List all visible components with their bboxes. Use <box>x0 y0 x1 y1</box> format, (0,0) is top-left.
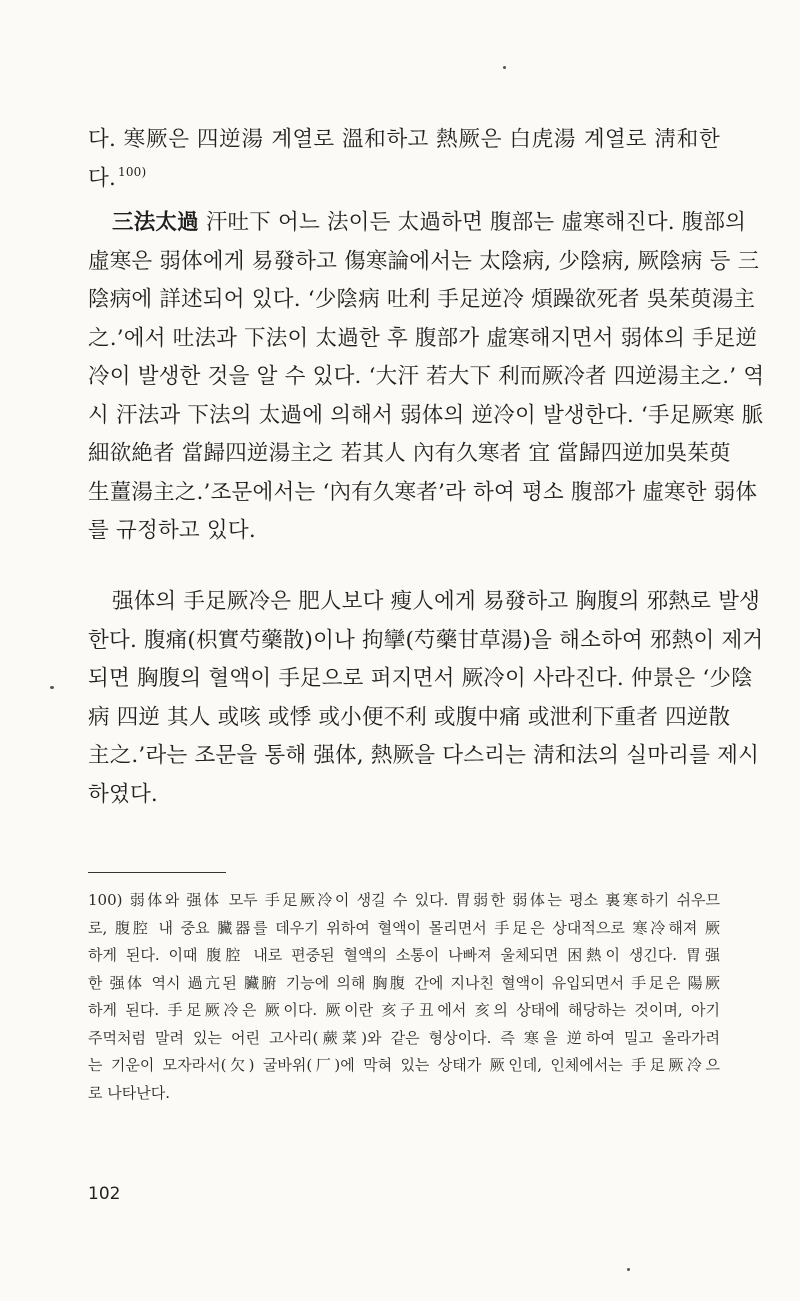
paragraph-2-line-last: 를 규정하고 있다. <box>88 518 256 543</box>
paragraph-2-line: 生薑湯主之.’조문에서는 ‘內有久寒者’라 하여 평소 腹部가 虛寒한 弱体 <box>88 479 758 505</box>
paragraph-2-line: 細欲絶者 當歸四逆湯主之 若其人 內有久寒者 宜 當歸四逆加吳茱萸 <box>88 441 731 466</box>
paragraph-2 <box>88 204 765 551</box>
paragraph-2-line: 冷이 발생한 것을 알 수 있다. ‘大汗 若大下 利而厥冷者 四逆湯主之.’ 역 <box>88 364 765 389</box>
paragraph-2-line: 虛寒은 弱体에게 易發하고 傷寒論에서는 太陰病, 少陰病, 厥陰病 등 三 <box>88 248 760 274</box>
paper-speck <box>627 1268 630 1271</box>
paragraph-1 <box>88 121 720 198</box>
paper-speck <box>50 686 54 689</box>
footnote-line-last: 로 나타난다. <box>88 1083 170 1102</box>
section-heading: 三法太過 <box>112 210 199 235</box>
footnote-line: 하게 된다. 이때 腹腔 내로 편중된 혈액의 소통이 나빠져 울체되면 困熱이 생긴다. 胃强 <box>88 946 720 964</box>
paragraph-3 <box>88 583 764 814</box>
paragraph-2-line-text: 汗吐下 어느 法이든 太過하면 腹部는 虛寒해진다. 腹部의 <box>198 210 747 235</box>
paragraph-2-first-line <box>88 204 747 243</box>
paper-speck <box>503 66 506 69</box>
footnote-line: 주먹처럼 말려 있는 어린 고사리(蕨菜)와 같은 형상이다. 즉 寒을 逆하여 밀고 올라가려 <box>88 1028 720 1047</box>
paragraph-1-line: 다. 寒厥은 四逆湯 계열로 溫和하고 熱厥은 白虎湯 계열로 淸和한 <box>88 127 720 152</box>
page-number: 102 <box>88 1184 121 1204</box>
paragraph-3-line-last: 하였다. <box>88 781 158 807</box>
footnote-100 <box>88 887 720 1107</box>
paragraph-1-line-last <box>88 160 720 199</box>
paragraph-3-line: 되면 胸腹의 혈액이 手足으로 퍼지면서 厥冷이 사라진다. 仲景은 ‘少陰 <box>88 666 753 691</box>
paragraph-2-line: 之.’에서 吐法과 下法이 太過한 후 腹部가 虛寒해지면서 弱体의 手足逆 <box>88 325 758 351</box>
paragraph-1-line-text: 다. <box>88 165 117 191</box>
paragraph-2-line: 시 汗法과 下法의 太過에 의해서 弱体의 逆冷이 발생한다. ‘手足厥寒 脈 <box>88 402 764 428</box>
footnote-line: 100) 弱体와 强体 모두 手足厥冷이 생길 수 있다. 胃弱한 弱体는 평소 裏寒하기 쉬우므 <box>88 891 720 909</box>
footnote-divider <box>88 872 226 873</box>
paragraph-3-line: 한다. 腹痛(枳實芍藥散)이나 拘攣(芍藥甘草湯)을 해소하여 邪熱이 제거 <box>88 627 764 653</box>
paragraph-3-line: 主之.’라는 조문을 통해 强体, 熱厥을 다스리는 淸和法의 실마리를 제시 <box>88 743 760 768</box>
paragraph-3-line: 病 四逆 其人 或咳 或悸 或小便不利 或腹中痛 或泄利下重者 四逆散 <box>88 704 731 730</box>
footnote-line: 한 强体 역시 過亢된 臟腑 기능에 의해 胸腹 간에 지나친 혈액이 유입되면서 手足은 陽厥 <box>88 973 720 992</box>
footnote-line: 는 기운이 모자라서(欠) 굴바위(厂)에 막혀 있는 상태가 厥인데, 인체에서는 手足厥冷으 <box>88 1056 720 1074</box>
footnote-line: 하게 된다. 手足厥冷은 厥이다. 厥이란 亥子丑에서 亥의 상태에 해당하는 것이며, 아기 <box>88 1001 720 1019</box>
paragraph-2-line: 陰病에 詳述되어 있다. ‘少陰病 吐利 手足逆冷 煩躁欲死者 吳茱萸湯主 <box>88 287 756 312</box>
paragraph-3-first-line: 强体의 手足厥冷은 肥人보다 瘦人에게 易發하고 胸腹의 邪熱로 발생 <box>112 589 761 614</box>
footnote-line: 로, 腹腔 내 중요 臟器를 데우기 위하여 혈액이 몰리면서 手足은 상대적으로 寒冷해져 厥 <box>88 918 720 937</box>
footnote-reference: 100) <box>118 164 147 179</box>
